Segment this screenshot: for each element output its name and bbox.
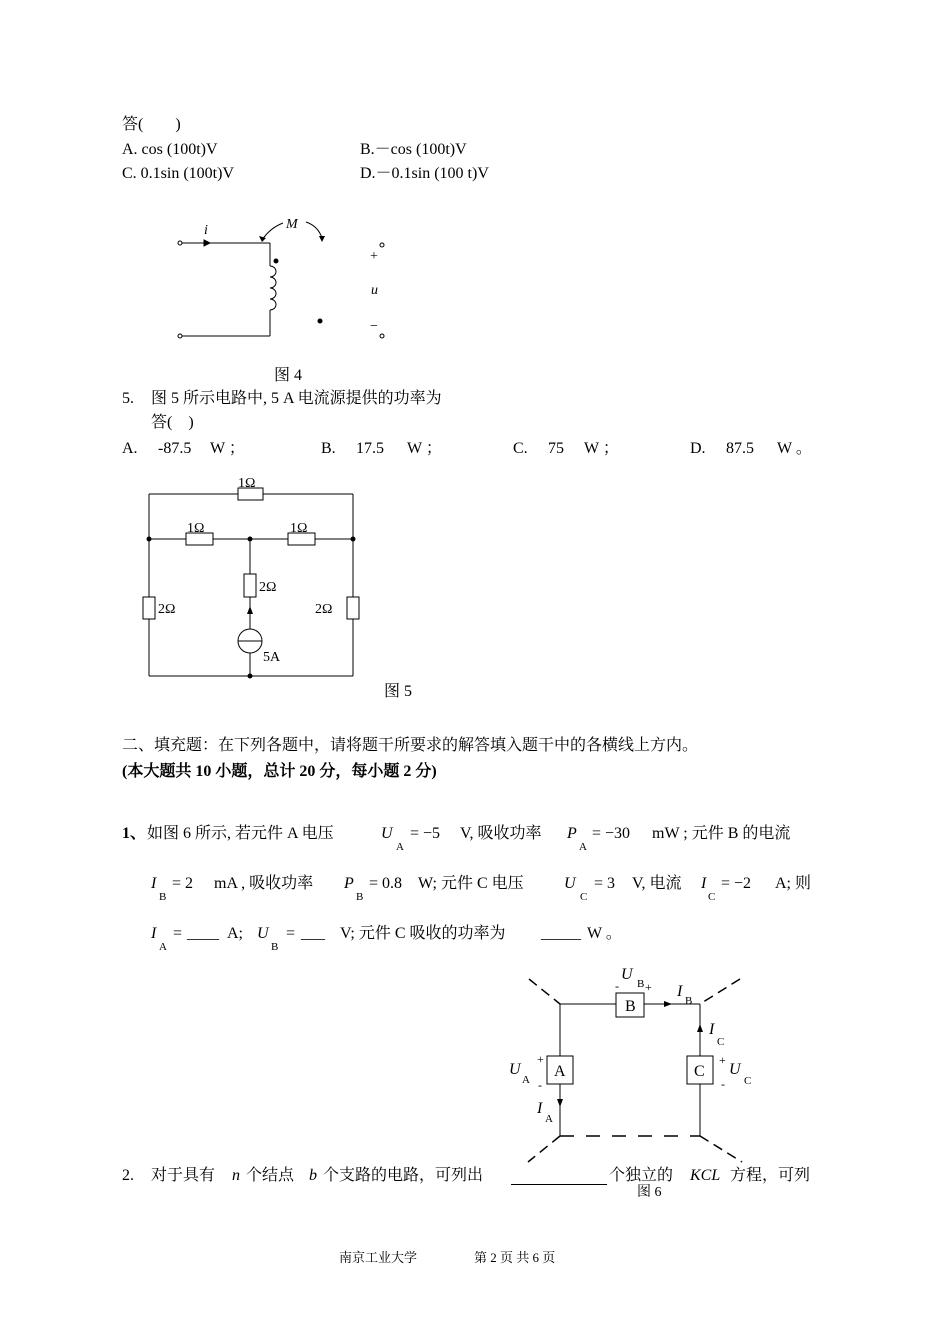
fill1-line3-text1: A; [227, 925, 243, 942]
fill2-text4: 个独立的 [609, 1167, 674, 1184]
q5-option-a-label: A. [122, 440, 138, 457]
fill1-pb-symbol: P [344, 875, 354, 892]
fill1-pa-value: = −30 [592, 825, 631, 842]
fill1-ib-value: = 2 [172, 875, 194, 892]
fig6-uc-symbol: U [729, 1061, 741, 1078]
fig4-minus: − [370, 319, 378, 334]
fill1-pa-sub: A [579, 841, 587, 853]
fig4-mutual-label: M [286, 217, 298, 232]
fill1-number: 1、 [122, 825, 147, 842]
fill1-ic-value: = −2 [721, 875, 752, 892]
section2-title: 二、填充题：在下列各题中，请将题干所要求的解答填入题干中的各横线上方内。 [122, 737, 699, 754]
fill1-eq1: = [173, 925, 183, 942]
fill1-pb-value: = 0.8 [369, 875, 403, 892]
fig6-ib-sub: B [685, 995, 693, 1007]
footer-school: 南京工业大学 [339, 1250, 418, 1265]
q5-answer-label: 答( ) [151, 414, 194, 431]
fill2-n: n [232, 1167, 240, 1184]
q5-option-b-value: 17.5 [356, 440, 384, 457]
fig6-ua-sub: A [522, 1074, 530, 1086]
fig6-ub-symbol: U [621, 966, 633, 983]
fill1-blank-pc[interactable]: _____ [541, 925, 581, 942]
fill1-pb-sub: B [356, 891, 364, 903]
fill1-uc-value: = 3 [594, 875, 616, 892]
q5-option-b-unit: W ； [407, 440, 442, 457]
fill1-blank-ub[interactable]: ___ [301, 925, 325, 942]
fig5-r-center: 2Ω [259, 580, 277, 595]
fig4-voltage-label: u [371, 283, 378, 298]
fill1-ua-symbol: U [381, 825, 393, 842]
q4-option-d: D.－0.1sin (100 t)V [360, 165, 489, 182]
fig4-plus: + [370, 249, 378, 264]
fig6-box-c: C [694, 1063, 705, 1080]
q5-text: 图 5 所示电路中, 5 A 电流源提供的功率为 [151, 390, 442, 407]
fill1-line2-text1: mA , 吸收功率 [214, 875, 314, 892]
fill1-ib-symbol: I [151, 875, 157, 892]
q4-option-b: B.－cos (100t)V [360, 141, 467, 158]
fig6-ic-symbol: I [709, 1021, 715, 1038]
fig4-caption: 图 4 [274, 367, 303, 384]
q5-option-d-label: D. [690, 440, 706, 457]
fig6-ub-plus: + [645, 980, 652, 994]
fill1-ib-sub: B [159, 891, 167, 903]
fig6-uc-sub: C [744, 1075, 752, 1087]
fig5-r-right: 2Ω [315, 602, 333, 617]
section2-note: (本大题共 10 小题，总计 20 分，每小题 2 分) [122, 763, 437, 780]
fill1-line2-text2: W; 元件 C 电压 [418, 875, 524, 892]
fig5-r-mid-left: 1Ω [187, 521, 205, 536]
fig6-ub-minus: - [615, 979, 619, 993]
fill1-line1-text3: mW ; 元件 B 的电流 [652, 825, 791, 842]
fig5-caption: 图 5 [384, 683, 413, 700]
fig6-uc-minus: - [721, 1077, 725, 1091]
fig6-ua-symbol: U [509, 1061, 521, 1078]
q4-option-c: C. 0.1sin (100t)V [122, 165, 234, 182]
fig6-caption: 图 6 [637, 1185, 662, 1200]
fig5-r-top: 1Ω [238, 476, 256, 491]
fill1-line2-text4: A; 则 [775, 875, 812, 892]
fig5-r-mid-right: 1Ω [290, 521, 308, 536]
q5-option-c-label: C. [513, 440, 528, 457]
fill2-text3: 个支路的电路，可列出 [323, 1167, 484, 1184]
fill1-line1-text1: 如图 6 所示, 若元件 A 电压 [147, 825, 334, 842]
fig5-r-left: 2Ω [158, 602, 176, 617]
fig4-current-label: i [204, 223, 208, 238]
fig6-box-b: B [625, 998, 636, 1015]
fill1-line2-text3: V, 电流 [632, 875, 682, 892]
fig6-ia-symbol: I [537, 1100, 543, 1117]
fill1-line3-text3: W 。 [587, 925, 622, 942]
fill1-ub-symbol: U [257, 925, 269, 942]
fill2-kcl: KCL [690, 1167, 721, 1184]
q5-option-d-unit: W 。 [777, 440, 812, 457]
fill1-line3-text2: V; 元件 C 吸收的功率为 [340, 925, 506, 942]
fig6-ua-plus: + [537, 1052, 544, 1066]
fig5-source-label: 5A [263, 650, 281, 665]
q4-answer-label: 答( ) [122, 116, 181, 133]
fill1-line1-text2: V, 吸收功率 [460, 825, 542, 842]
fill2-text1: 对于具有 [151, 1167, 216, 1184]
fill1-ua-sub: A [396, 841, 404, 853]
q5-option-a-value: -87.5 [158, 440, 192, 457]
q4-option-a: A. cos (100t)V [122, 141, 218, 158]
fill1-eq2: = [286, 925, 296, 942]
fill2-blank[interactable] [511, 1184, 607, 1185]
fig6-ia-sub: A [545, 1113, 553, 1125]
fill1-ub-sub: B [271, 941, 279, 953]
fill1-ic-symbol: I [701, 875, 707, 892]
fill1-uc-symbol: U [564, 875, 576, 892]
q5-number: 5. [122, 390, 134, 407]
fill1-ia-sub: A [159, 941, 167, 953]
fill2-b: b [309, 1167, 317, 1184]
q5-option-c-value: 75 [548, 440, 564, 457]
q5-option-a-unit: W ； [210, 440, 245, 457]
q5-option-d-value: 87.5 [726, 440, 754, 457]
q5-option-c-unit: W ； [584, 440, 619, 457]
fill2-number: 2. [122, 1167, 134, 1184]
fig6-ub-sub: B [637, 978, 645, 990]
fill1-ic-sub: C [708, 891, 716, 903]
fig6-ic-sub: C [717, 1036, 725, 1048]
fill1-blank-ia[interactable]: ____ [187, 925, 219, 942]
fill2-text2: 个结点 [246, 1167, 295, 1184]
fill1-uc-sub: C [580, 891, 588, 903]
fill2-text5: 方程，可列 [730, 1167, 811, 1184]
fill1-pa-symbol: P [567, 825, 577, 842]
fig6-ib-symbol: I [677, 983, 683, 1000]
fill1-ua-value: = −5 [410, 825, 441, 842]
footer-page: 第 2 页 共 6 页 [474, 1250, 556, 1265]
fig6-uc-plus: + [719, 1053, 726, 1067]
fig6-ua-minus: - [538, 1078, 542, 1092]
fig6-box-a: A [554, 1063, 566, 1080]
fill1-ia-symbol: I [151, 925, 157, 942]
q5-option-b-label: B. [321, 440, 336, 457]
